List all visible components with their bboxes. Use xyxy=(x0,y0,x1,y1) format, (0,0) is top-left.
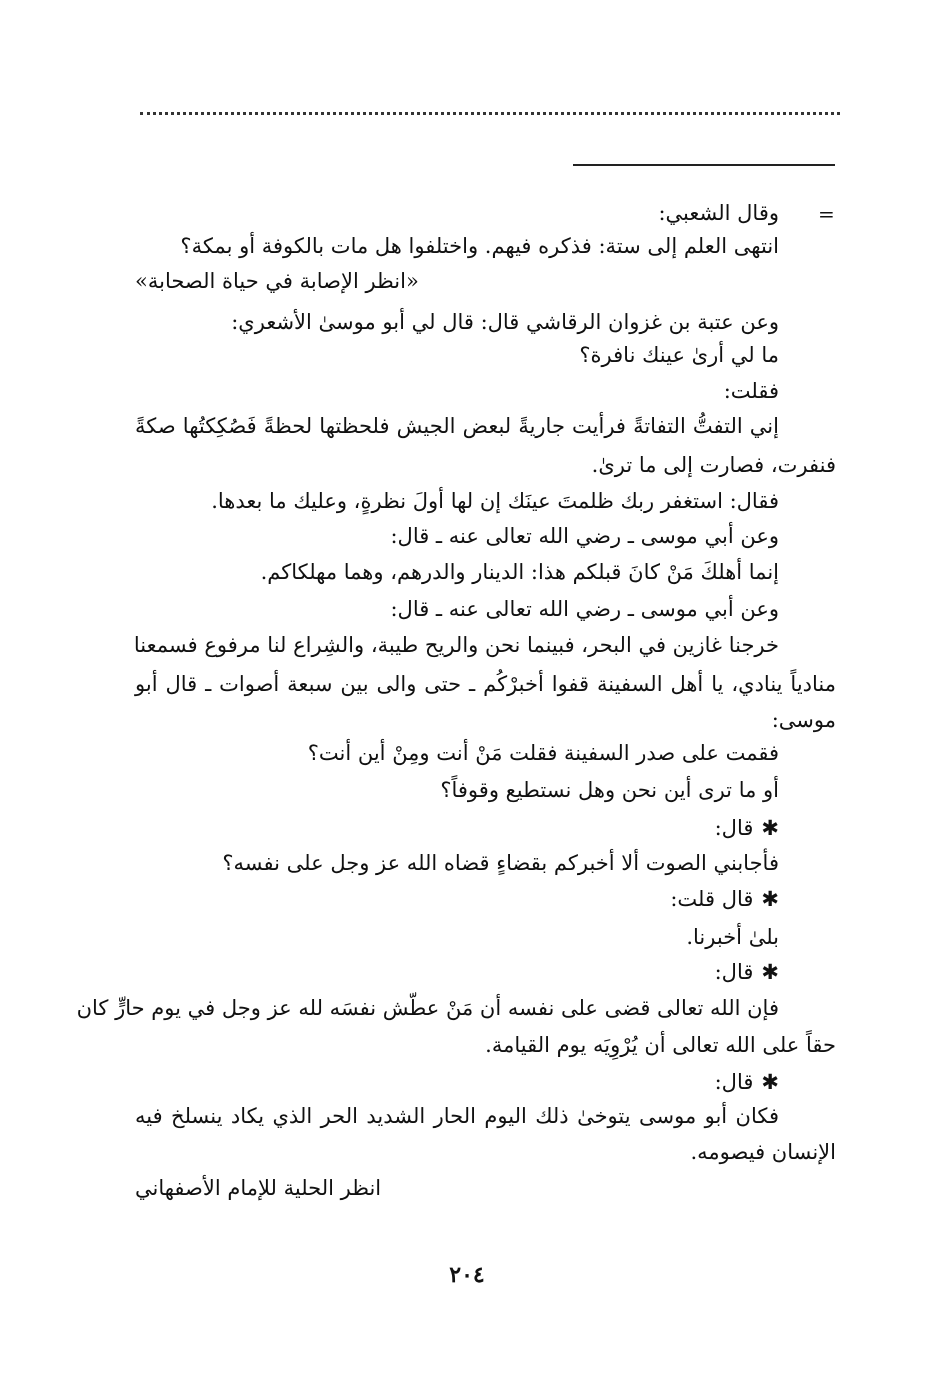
asterisk-icon: ✱ xyxy=(761,816,779,840)
text-line: وقال الشعبي: xyxy=(658,201,779,225)
text-line: موسى: xyxy=(771,708,836,732)
text-line: بلىٰ أخبرنا. xyxy=(686,925,779,949)
text-line: خرجنا غازين في البحر، فبينما نحن والريح طيبة، والشِراع لنا مرفوع فسمعنا xyxy=(133,633,779,657)
text-line: منادياً ينادي، يا أهل السفينة قفوا أخبرْكُم ـ حتى والى بين سبعة أصوات ـ قال أبو xyxy=(135,672,836,696)
text-line xyxy=(715,813,779,843)
text-line: إني التفتُّ التفاتةً فرأيت جاريةً لبعض الجيش فلحظتها لحظةً فَصُكِكتُها صكةً xyxy=(135,414,779,438)
text-line: حقاً على الله تعالى أن يُرْوِيَه يوم القيامة. xyxy=(485,1033,836,1057)
asterisk-icon: ✱ xyxy=(761,887,779,911)
text-line: فإن الله تعالى قضى على نفسه أن مَنْ عطّش نفسَه لله عز وجل في يوم حارٍّ كان xyxy=(76,996,779,1020)
text-line: انتهى العلم إلى ستة: فذكره فيهم. واختلفوا هل مات بالكوفة أو بمكة؟ xyxy=(180,234,779,258)
text-line: فنفرت، فصارت إلى ما ترىٰ. xyxy=(591,453,836,477)
text-span: قال: xyxy=(714,960,754,984)
text-line: «انظر الإصابة في حياة الصحابة» xyxy=(135,269,419,293)
dotted-separator xyxy=(140,112,840,115)
text-span: قال: xyxy=(714,816,754,840)
source-citation: انظر الحلية للإمام الأصفهاني xyxy=(135,1176,382,1200)
text-line: إنما أهلكَ مَنْ كانَ قبلكم هذا: الدينار والدرهم، وهما مهلكاكم. xyxy=(260,560,779,584)
text-line: وعن عتبة بن غزوان الرقاشي قال: قال لي أبو موسىٰ الأشعري: xyxy=(231,310,779,334)
page-number: ٢٠٤ xyxy=(449,1262,485,1288)
text-line: ما لي أرىٰ عينك نافرة؟ xyxy=(579,343,779,367)
asterisk-icon: ✱ xyxy=(761,960,779,984)
asterisk-icon: ✱ xyxy=(761,1070,779,1094)
text-line: وعن أبي موسى ـ رضي الله تعالى عنه ـ قال: xyxy=(390,524,779,548)
text-line xyxy=(715,1067,779,1097)
text-line xyxy=(715,957,779,987)
footnote-rule xyxy=(573,164,835,166)
text-line: الإنسان فيصومه. xyxy=(690,1140,836,1164)
text-line: أو ما ترى أين نحن وهل نستطيع وقوفاً؟ xyxy=(440,778,779,802)
text-line: فأجابني الصوت ألا أخبركم بقضاءٍ قضاه الله عز وجل على نفسه؟ xyxy=(222,851,779,875)
text-line: فقلت: xyxy=(723,379,779,403)
text-line: فكان أبو موسى يتوخىٰ ذلك اليوم الحار الشديد الحر الذي يكاد ينسلخ فيه xyxy=(135,1104,779,1128)
text-span: قال قلت: xyxy=(670,887,754,911)
text-line: فقمت على صدر السفينة فقلت مَنْ أنت ومِنْ أين أنت؟ xyxy=(307,741,779,765)
text-line xyxy=(670,884,779,914)
text-span: قال: xyxy=(714,1070,754,1094)
text-line: وعن أبي موسى ـ رضي الله تعالى عنه ـ قال: xyxy=(390,597,779,621)
text-line: فقال: استغفر ربك ظلمتَ عينَك إن لها أولَ نظرةٍ، وعليك ما بعدها. xyxy=(211,489,779,513)
continuation-marker: = xyxy=(818,202,835,226)
